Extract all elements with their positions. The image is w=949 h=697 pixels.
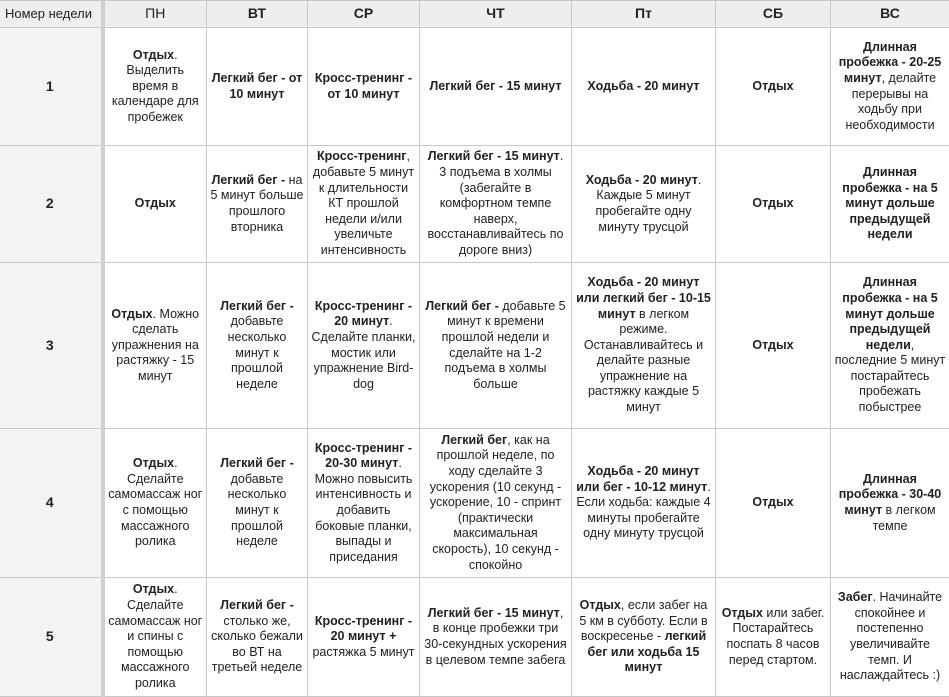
activity-details: , если забег на 5 км в субботу. Если в воскресенье - bbox=[579, 598, 707, 643]
day-header-tue: ВТ bbox=[207, 1, 308, 28]
activity-details: или забег. Постарайтесь поспать 8 часов перед стартом. bbox=[727, 606, 825, 667]
activity-details: в легком режиме. Останавливайтесь и делайте разные упражнение на растяжку каждые 5 минут bbox=[584, 307, 703, 415]
week-number: 4 bbox=[0, 429, 103, 578]
activity-title: Легкий бег - bbox=[425, 299, 502, 313]
day-header-mon: ПН bbox=[103, 1, 207, 28]
header-row bbox=[0, 1, 949, 28]
activity-title: Ходьба - 20 минут или бег - 10-12 минут bbox=[576, 464, 707, 494]
plan-cell-mon bbox=[103, 578, 207, 697]
plan-cell-fri bbox=[572, 146, 716, 263]
plan-cell-tue bbox=[207, 263, 308, 429]
plan-cell-thu bbox=[420, 263, 572, 429]
week-number: 3 bbox=[0, 263, 103, 429]
week-number: 1 bbox=[0, 28, 103, 146]
day-header-thu: ЧТ bbox=[420, 1, 572, 28]
activity-details: . Сделайте планки, мостик или упражнение Bird-dog bbox=[312, 314, 416, 390]
plan-cell-fri bbox=[572, 578, 716, 697]
day-header-wed: СР bbox=[308, 1, 420, 28]
plan-cell-thu bbox=[420, 28, 572, 146]
plan-cell-fri bbox=[572, 429, 716, 578]
activity-title: Отдых bbox=[133, 48, 174, 62]
activity-title: Отдых bbox=[133, 456, 174, 470]
activity-title: Отдых bbox=[111, 307, 152, 321]
activity-title: Отдых bbox=[133, 582, 174, 596]
activity-title: Ходьба - 20 минут или легкий бег - 10-15 минут bbox=[576, 275, 711, 320]
week-row bbox=[0, 28, 949, 146]
plan-cell-tue bbox=[207, 146, 308, 263]
activity-title: Отдых bbox=[752, 495, 793, 509]
activity-details: добавьте 5 минут к времени прошлой недели и сделайте на 1-2 подъема в холмы больше bbox=[442, 299, 566, 391]
plan-cell-sat bbox=[716, 28, 831, 146]
plan-cell-tue bbox=[207, 429, 308, 578]
activity-details: , в конце пробежки три 30-секундных ускорения в целевом темпе забега bbox=[424, 606, 566, 667]
plan-cell-sun bbox=[831, 429, 949, 578]
activity-details: на 5 минут больше прошлого вторника bbox=[211, 173, 304, 234]
activity-title: Легкий бег - от 10 минут bbox=[212, 71, 302, 101]
activity-title: Кросс-тренинг - от 10 минут bbox=[315, 71, 412, 101]
week-number: 2 bbox=[0, 146, 103, 263]
day-header-sun: ВС bbox=[831, 1, 949, 28]
week-number: 5 bbox=[0, 578, 103, 697]
plan-cell-wed bbox=[308, 28, 420, 146]
activity-title: Ходьба - 20 минут bbox=[586, 173, 698, 187]
activity-details: . Начинайте спокойнее и постепенно увеличивайте темп. И наслаждайтесь :) bbox=[840, 590, 942, 682]
activity-details: . Выделить время в календаре для пробежек bbox=[112, 48, 199, 124]
activity-title: Длинная пробежка - 30-40 минут bbox=[839, 472, 941, 517]
plan-cell-mon bbox=[103, 146, 207, 263]
plan-cell-mon bbox=[103, 28, 207, 146]
activity-title: Кросс-тренинг - 20 минут bbox=[315, 299, 412, 329]
day-header-sat: СБ bbox=[716, 1, 831, 28]
activity-title: Длинная пробежка - на 5 минут дольше предыдущей недели bbox=[842, 275, 937, 351]
plan-cell-sat bbox=[716, 146, 831, 263]
activity-details: . Если ходьба: каждые 4 минуты пробегайте одну минуту трусцой bbox=[576, 480, 710, 541]
activity-title: Легкий бег - bbox=[220, 299, 294, 313]
plan-cell-sun bbox=[831, 578, 949, 697]
activity-title: Отдых bbox=[722, 606, 763, 620]
plan-cell-sat bbox=[716, 578, 831, 697]
plan-cell-wed bbox=[308, 146, 420, 263]
plan-cell-thu bbox=[420, 146, 572, 263]
activity-title-alt: легкий бег или ходьба 15 минут bbox=[588, 629, 707, 674]
plan-cell-mon bbox=[103, 429, 207, 578]
week-number-header: Номер недели bbox=[0, 1, 103, 28]
activity-title: Отдых bbox=[580, 598, 621, 612]
activity-title: Легкий бег - 15 минут bbox=[429, 79, 561, 93]
activity-details: , делайте перерывы на ходьбу при необходимости bbox=[845, 71, 936, 132]
plan-cell-wed bbox=[308, 429, 420, 578]
activity-title: Легкий бег - bbox=[220, 598, 294, 612]
activity-details: растяжка 5 минут bbox=[312, 645, 414, 659]
activity-title: Отдых bbox=[752, 79, 793, 93]
plan-body bbox=[0, 28, 949, 697]
activity-details: . Каждые 5 минут пробегайте одну минуту трусцой bbox=[596, 173, 702, 234]
activity-details: , как на прошлой неделе, по ходу сделайте 3 ускорения (10 секунд - ускорение, 10 - спринт (практически максимальная скорость), 10 секунд - спокойно bbox=[430, 433, 561, 572]
week-row bbox=[0, 146, 949, 263]
activity-details: , последние 5 минут постарайтесь пробежать побыстрее bbox=[835, 338, 945, 414]
activity-title: Отдых bbox=[135, 196, 176, 210]
plan-cell-wed bbox=[308, 578, 420, 697]
plan-cell-thu bbox=[420, 578, 572, 697]
activity-details: , добавьте 5 минут к длительности КТ прошлой недели и/или увеличьте интенсивность bbox=[313, 149, 414, 257]
activity-title: Отдых bbox=[752, 338, 793, 352]
day-header-fri: Пт bbox=[572, 1, 716, 28]
plan-cell-wed bbox=[308, 263, 420, 429]
week-row bbox=[0, 578, 949, 697]
activity-details: . 3 подъема в холмы (забегайте в комфортном темпе наверх, восстанавливайтесь по дороге вниз) bbox=[428, 149, 564, 257]
activity-details: . Можно сделать упражнения на растяжку - 15 минут bbox=[112, 307, 199, 383]
plan-cell-sun bbox=[831, 146, 949, 263]
activity-title: Легкий бег - 15 минут bbox=[428, 606, 560, 620]
activity-details: . Сделайте самомассаж ног и спины с помощью массажного ролика bbox=[108, 582, 202, 690]
activity-title: Отдых bbox=[752, 196, 793, 210]
week-row bbox=[0, 429, 949, 578]
plan-cell-tue bbox=[207, 28, 308, 146]
plan-cell-tue bbox=[207, 578, 308, 697]
activity-title: Легкий бег - 15 минут bbox=[428, 149, 560, 163]
activity-title: Легкий бег - bbox=[212, 173, 289, 187]
plan-cell-sun bbox=[831, 263, 949, 429]
plan-cell-fri bbox=[572, 263, 716, 429]
plan-cell-thu bbox=[420, 429, 572, 578]
activity-title: Легкий бег bbox=[441, 433, 507, 447]
activity-details: добавьте несколько минут к прошлой неделе bbox=[228, 314, 287, 390]
activity-details: . Можно повысить интенсивность и добавить боковые планки, выпады и приседания bbox=[315, 456, 413, 564]
activity-details: . Сделайте самомассаж ног с помощью массажного ролика bbox=[108, 456, 202, 548]
plan-cell-sat bbox=[716, 263, 831, 429]
activity-details: в легком темпе bbox=[873, 503, 936, 533]
plan-cell-sat bbox=[716, 429, 831, 578]
activity-title: Легкий бег - bbox=[220, 456, 294, 470]
activity-details: добавьте несколько минут к прошлой неделе bbox=[228, 472, 287, 548]
activity-title: Кросс-тренинг - 20-30 минут bbox=[315, 441, 412, 471]
activity-title: Кросс-тренинг bbox=[317, 149, 407, 163]
week-row bbox=[0, 263, 949, 429]
activity-title: Ходьба - 20 минут bbox=[587, 79, 699, 93]
activity-details: столько же, сколько бежали во ВТ на третьей неделе bbox=[211, 614, 303, 675]
activity-title: Кросс-тренинг - 20 минут + bbox=[315, 614, 412, 644]
plan-cell-sun bbox=[831, 28, 949, 146]
plan-cell-fri bbox=[572, 28, 716, 146]
plan-cell-mon bbox=[103, 263, 207, 429]
activity-title: Длинная пробежка - на 5 минут дольше предыдущей недели bbox=[842, 165, 937, 241]
activity-title: Забег bbox=[838, 590, 873, 604]
activity-title: Длинная пробежка - 20-25 минут bbox=[839, 40, 941, 85]
